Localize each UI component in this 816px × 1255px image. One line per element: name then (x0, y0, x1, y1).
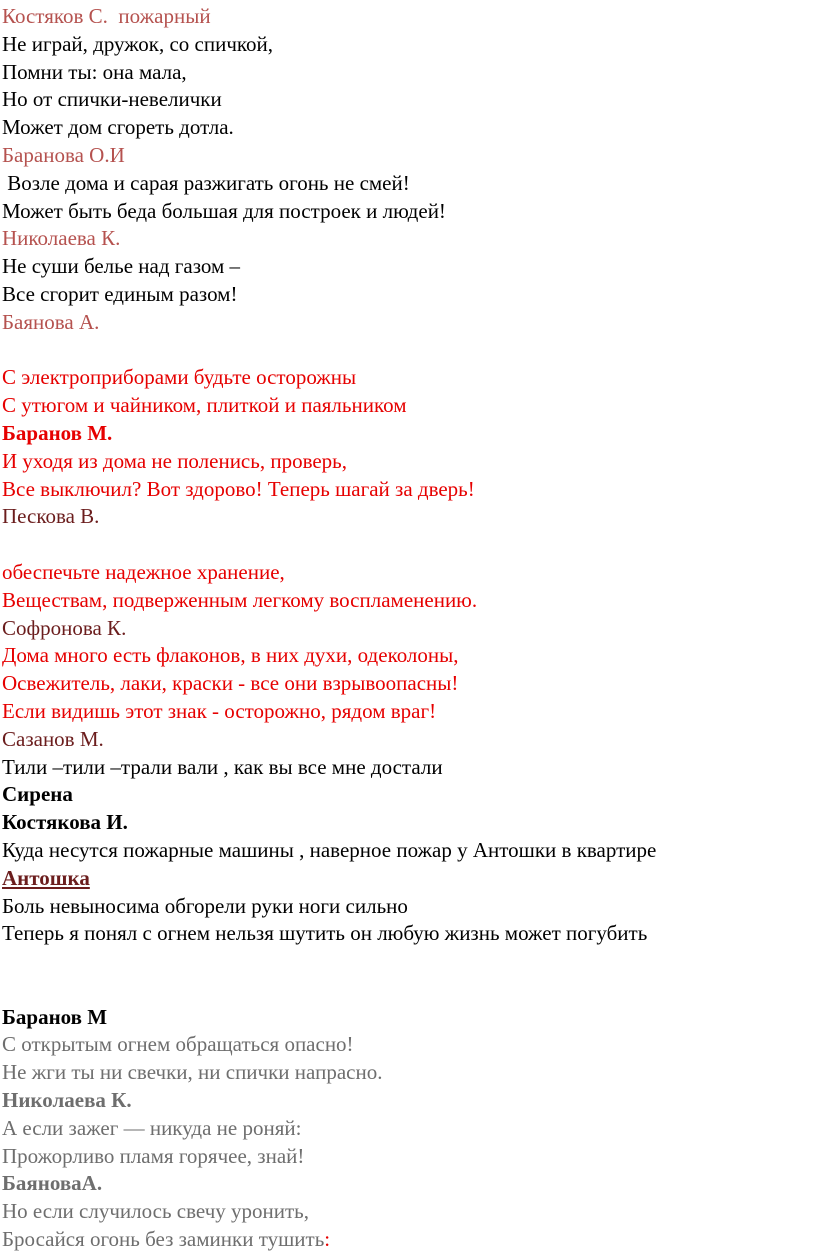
speaker-name: Костяков С. пожарный (2, 4, 211, 28)
blank-line (2, 948, 816, 976)
speaker-name: Сирена (2, 782, 73, 807)
speaker-name: Баранова О.И (2, 142, 125, 167)
verse-line: Помни ты: она мала, (2, 59, 187, 84)
verse-line: обеспечьте надежное хранение, (2, 559, 285, 584)
speaker-name: Антошка (2, 865, 90, 890)
speaker-name: Баянова А. (2, 309, 100, 334)
verse-line: Может дом сгореть дотла. (2, 115, 234, 140)
verse-line: Но от спички-невелички (2, 87, 222, 112)
verse-line: Освежитель, лаки, краски - все они взрывоопасны! (2, 671, 459, 696)
verse-line: Куда несутся пожарные машины , наверное пожар у Антошки в квартире (2, 837, 657, 862)
speaker-name: Сазанов М. (2, 726, 104, 751)
verse-line: Но если случилось свечу уронить, (2, 1199, 310, 1224)
verse-line: Не жги ты ни свечки, ни спички напрасно. (2, 1060, 383, 1085)
verse-line: Дома много есть флаконов, в них духи, одеколоны, (2, 643, 459, 668)
verse-line: С электроприборами будьте осторожны (2, 365, 357, 390)
verse-line (2, 1226, 816, 1254)
speaker-name: Баранов М. (2, 420, 113, 445)
blank-line (2, 976, 816, 1004)
speaker-name: Костякова И. (2, 810, 128, 835)
colon-mark: : (324, 1227, 331, 1252)
speaker-name: БаяноваА. (2, 1171, 103, 1196)
verse-line: Веществам, подверженным легкому воспламенению. (2, 587, 478, 612)
verse-line: Тили –тили –трали вали , как вы все мне достали (2, 754, 443, 779)
blank-line (2, 337, 816, 365)
speaker-name: Николаева К. (2, 1088, 132, 1113)
blank-line (2, 531, 816, 559)
verse-line: Не играй, дружок, со спичкой, (2, 31, 274, 56)
verse-line: Возле дома и сарая разжигать огонь не смей! (2, 170, 410, 195)
speaker-name: Пескова В. (2, 504, 100, 529)
verse-line: А если зажег — никуда не роняй: (2, 1115, 302, 1140)
verse-line: Все выключил? Вот здорово! Теперь шагай за дверь! (2, 476, 475, 501)
verse-line: С открытым огнем обращаться опасно! (2, 1032, 354, 1057)
verse-line: С утюгом и чайником, плиткой и паяльником (2, 393, 407, 418)
verse-line: Прожорливо пламя горячее, знай! (2, 1143, 305, 1168)
verse-line: Может быть беда большая для построек и людей! (2, 198, 446, 223)
verse-line: Не суши белье над газом – (2, 254, 241, 279)
verse-line: Боль невыносима обгорели руки ноги сильно (2, 893, 408, 918)
verse-line: Если видишь этот знак - осторожно, рядом враг! (2, 698, 437, 723)
verse-line: Теперь я понял с огнем нельзя шутить он любую жизнь может погубить (2, 921, 648, 946)
speaker-name: Софронова К. (2, 615, 127, 640)
speaker-name: Николаева К. (2, 226, 121, 251)
verse-line: И уходя из дома не поленись, проверь, (2, 448, 348, 473)
speaker-name: Баранов М (2, 1004, 108, 1029)
verse-text: Бросайся огонь без заминки тушить (2, 1227, 325, 1252)
verse-line: Все сгорит единым разом! (2, 281, 238, 306)
